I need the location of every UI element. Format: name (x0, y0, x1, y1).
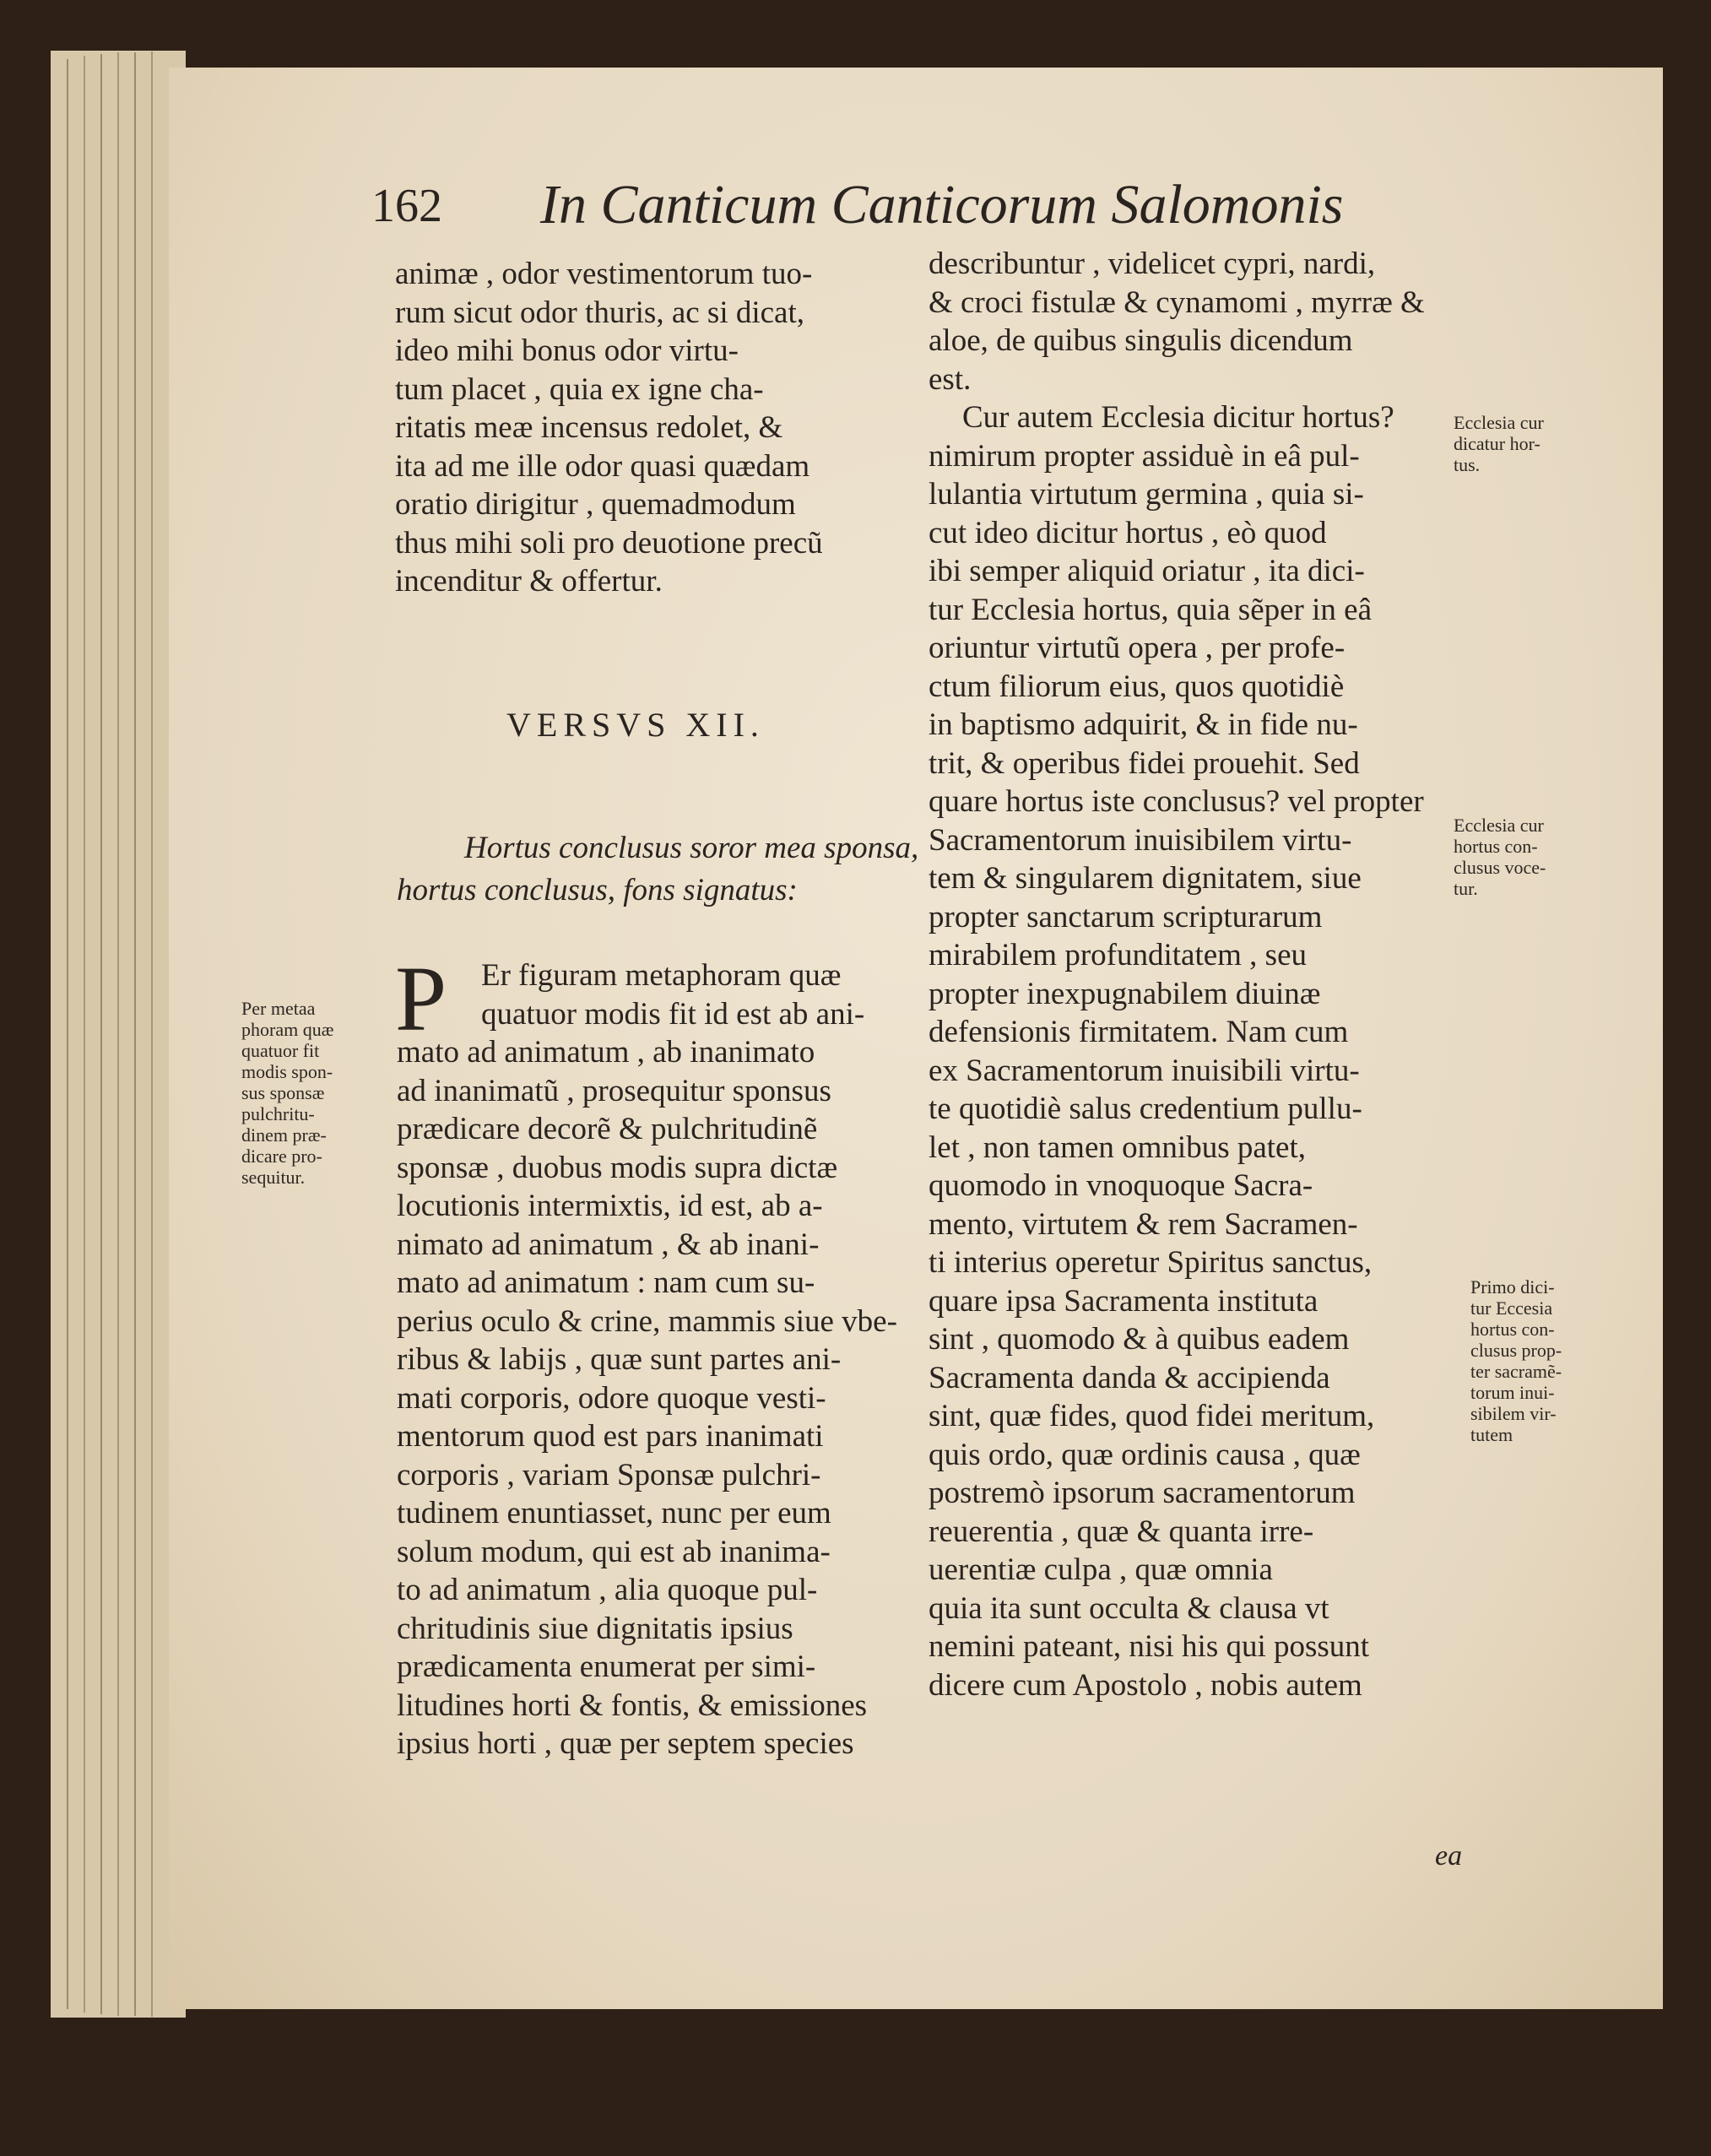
text-line: cut ideo dicitur hortus , eò quod (929, 515, 1327, 550)
margin-line: clusus voce- (1454, 857, 1546, 878)
margin-note-right-3 (1470, 1276, 1622, 1445)
text-line: propter sanctarum scripturarum (929, 899, 1323, 934)
text-line: Er figuram metaphoram quæ (481, 958, 842, 993)
text-line: prædicare decorẽ & pulchritudinẽ (397, 1112, 818, 1146)
text-line: ad inanimatũ , prosequitur sponsus (397, 1073, 831, 1108)
margin-line: quatuor fit (241, 1040, 320, 1061)
margin-line: tutem (1470, 1424, 1513, 1445)
text-line: locutionis intermixtis, id est, ab a- (397, 1189, 823, 1223)
text-line: trit, & operibus fidei prouehit. Sed (929, 745, 1360, 781)
text-line: sponsæ , duobus modis supra dictæ (397, 1150, 838, 1185)
margin-line: sibilem vir- (1470, 1403, 1557, 1424)
catchword: ea (1435, 1840, 1463, 1872)
text-line: Sacramentorum inuisibilem virtu- (929, 822, 1352, 858)
text-line: ritatis meæ incensus redolet, & (395, 410, 783, 445)
text-line: ipsius horti , quæ per septem species (397, 1726, 854, 1761)
lemma (397, 827, 918, 912)
text-line: ibi semper aliquid oriatur , ita dici- (929, 554, 1365, 588)
column-1-body (397, 956, 929, 1763)
drop-cap: P (395, 947, 447, 1050)
text-line: oriuntur virtutũ opera , per profe- (929, 631, 1346, 665)
text-line: rum sicut odor thuris, ac si dicat, (395, 295, 805, 330)
lemma-line: hortus conclusus, fons signatus: (397, 873, 798, 907)
text-line: uerentiæ culpa , quæ omnia (929, 1552, 1273, 1587)
text-line: postremò ipsorum sacramentorum (929, 1476, 1356, 1510)
text-line: dicere cum Apostolo , nobis autem (929, 1667, 1362, 1703)
text-line: quis ordo, quæ ordinis causa , quæ (929, 1437, 1361, 1472)
margin-line: phoram quæ (241, 1019, 334, 1040)
page-number: 162 (371, 180, 442, 232)
text-line: perius oculo & crine, mammis siue vbe- (397, 1303, 897, 1339)
text-line: litudines horti & fontis, & emissiones (397, 1687, 868, 1723)
margin-note-left (241, 998, 376, 1188)
text-line: incenditur & offertur. (395, 564, 663, 599)
text-line: tem & singularem dignitatem, siue (929, 861, 1362, 896)
text-line: solum modum, qui est ab inanima- (397, 1534, 831, 1569)
text-line: quatuor modis fit id est ab ani- (481, 996, 865, 1032)
text-line: est. (929, 361, 972, 397)
text-line: corporis , variam Sponsæ pulchri- (397, 1457, 821, 1492)
margin-line: dicare pro- (241, 1146, 322, 1167)
text-line: Cur autem Ecclesia dicitur hortus? (962, 400, 1394, 435)
text-line: chritudinis siue dignitatis ipsius (397, 1611, 793, 1646)
text-line: lulantia virtutum germina , quia si- (929, 477, 1364, 512)
margin-line: hortus con- (1470, 1319, 1555, 1340)
margin-line: clusus prop- (1470, 1340, 1562, 1361)
text-line: nimirum propter assiduè in eâ pul- (929, 438, 1360, 474)
text-line: describuntur , videlicet cypri, nardi, (929, 246, 1376, 281)
text-line: Sacramenta danda & accipienda (929, 1360, 1330, 1395)
text-line: oratio dirigitur , quemadmodum (395, 487, 796, 522)
text-line: mato ad animatum : nam cum su- (397, 1265, 815, 1300)
text-line: nimato ad animatum , & ab inani- (397, 1227, 820, 1262)
text-line: mato ad animatum , ab inanimato (397, 1035, 815, 1070)
text-line: propter inexpugnabilem diuinæ (929, 976, 1321, 1011)
text-line: quare hortus iste conclusus? vel propter (929, 784, 1424, 819)
text-line: & croci fistulæ & cynamomi , myrræ & (929, 284, 1425, 320)
margin-line: torum inui- (1470, 1382, 1555, 1403)
text-line: thus mihi soli pro deuotione precũ (395, 525, 823, 561)
page-edges (51, 51, 186, 2018)
text-line: reuerentia , quæ & quanta irre- (929, 1514, 1314, 1549)
text-line: mento, virtutem & rem Sacramen- (929, 1206, 1358, 1242)
text-line: ita ad me ille odor quasi quædam (395, 448, 810, 484)
text-line: tudinem enuntiasset, nunc per eum (397, 1496, 831, 1530)
text-line: sint , quomodo & à quibus eadem (929, 1322, 1350, 1357)
text-line: ex Sacramentorum inuisibili virtu- (929, 1053, 1360, 1088)
margin-line: modis spon- (241, 1061, 333, 1082)
text-line: to ad animatum , alia quoque pul- (397, 1573, 818, 1607)
text-line: mirabilem profunditatem , seu (929, 938, 1307, 972)
text-line: animæ , odor vestimentorum tuo- (395, 257, 813, 291)
text-line: ctum filiorum eius, quos quotidiè (929, 669, 1345, 704)
text-line: sint, quæ fides, quod fidei meritum, (929, 1399, 1375, 1433)
text-line: quare ipsa Sacramenta instituta (929, 1283, 1318, 1319)
text-line: mati corporis, odore quoque vesti- (397, 1380, 826, 1416)
margin-line: Ecclesia cur (1454, 412, 1544, 433)
lemma-line: Hortus conclusus soror mea sponsa, (464, 831, 919, 865)
text-line: te quotidiè salus credentium pullu- (929, 1092, 1362, 1126)
text-line: defensionis firmitatem. Nam cum (929, 1015, 1349, 1049)
margin-line: dicatur hor- (1454, 433, 1540, 454)
running-title: In Canticum Canticorum Salomonis (540, 174, 1344, 236)
margin-line: Primo dici- (1470, 1276, 1555, 1297)
margin-line: tus. (1454, 454, 1481, 475)
text-line: tur Ecclesia hortus, quia sẽper in eâ (929, 592, 1372, 627)
text-line: nemini pateant, nisi his qui possunt (929, 1629, 1370, 1664)
margin-note-right-2 (1454, 815, 1605, 899)
margin-line: sequitur. (241, 1167, 306, 1188)
margin-line: Ecclesia cur (1454, 815, 1544, 836)
margin-line: hortus con- (1454, 836, 1538, 857)
margin-line: tur. (1454, 878, 1478, 899)
text-line: ti interius operetur Spiritus sanctus, (929, 1245, 1373, 1280)
text-line: aloe, de quibus singulis dicendum (929, 323, 1353, 358)
versus-heading: VERSVS XII. (506, 706, 765, 744)
margin-line: ter sacramẽ- (1470, 1361, 1562, 1382)
text-line: in baptismo adquirit, & in fide nu- (929, 707, 1358, 742)
margin-line: Per metaa (241, 998, 316, 1019)
text-line: quia ita sunt occulta & clausa vt (929, 1590, 1329, 1626)
text-line: quomodo in vnoquoque Sacra- (929, 1168, 1313, 1203)
text-line: ribus & labijs , quæ sunt partes ani- (397, 1342, 842, 1377)
text-line: tum placet , quia ex igne cha- (395, 371, 764, 407)
text-line: mentorum quod est pars inanimati (397, 1419, 824, 1454)
margin-line: tur Eccesia (1470, 1297, 1553, 1319)
text-line: prædicamenta enumerat per simi- (397, 1650, 816, 1684)
column-1-top (395, 255, 897, 601)
margin-line: pulchritu- (241, 1103, 315, 1124)
margin-note-right-1 (1454, 412, 1605, 475)
margin-line: sus sponsæ (241, 1082, 325, 1103)
text-line: ideo mihi bonus odor virtu- (395, 333, 739, 368)
margin-line: dinem præ- (241, 1124, 327, 1146)
text-line: let , non tamen omnibus patet, (929, 1129, 1306, 1165)
column-2 (929, 245, 1452, 1704)
